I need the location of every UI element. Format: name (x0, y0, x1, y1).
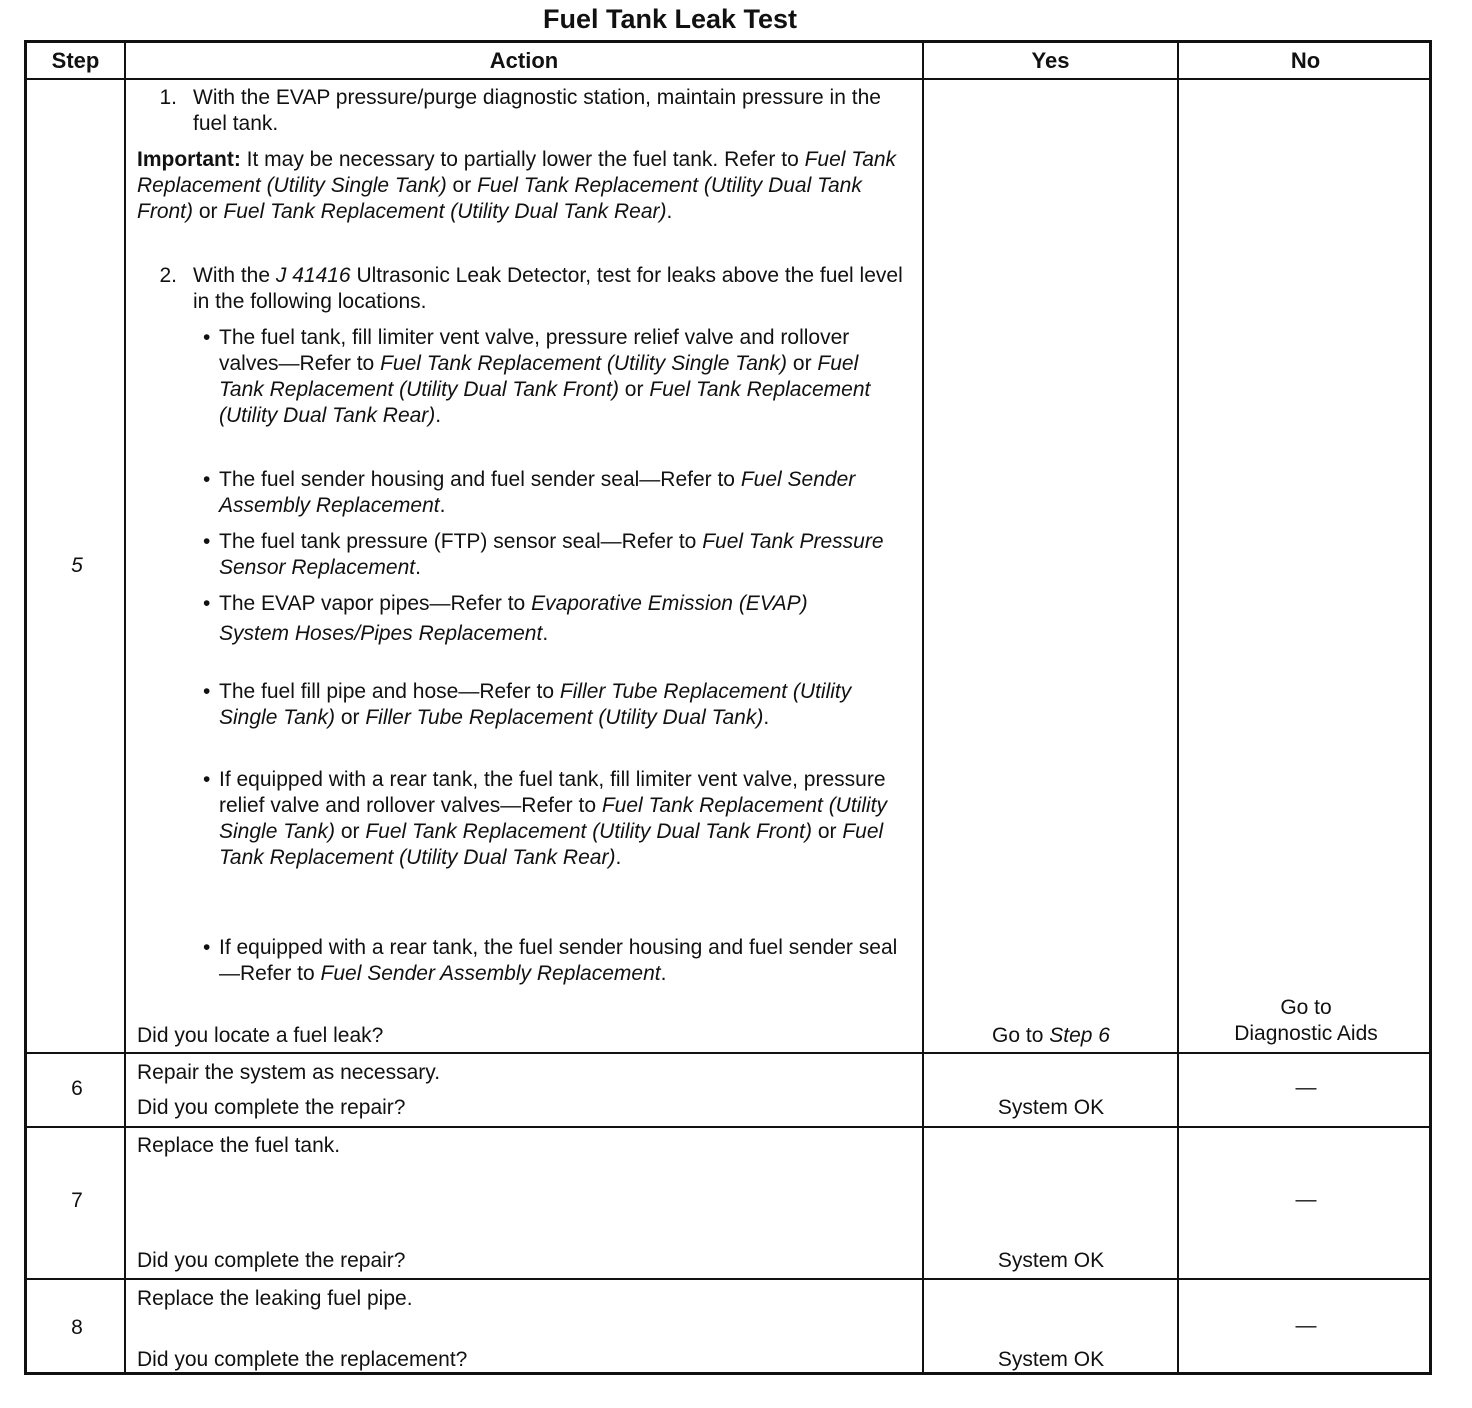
bullet-item: • If equipped with a rear tank, the fuel tank, fill limiter vent valve, pressure relief valve and rollover valves—Refer to Fuel Tank Replacement (Utility Single Tank) or Fuel Tank Replacement (Utility Dual Tank Front) or Fuel Tank Replacement (Utility Dual Tank Rear). (203, 768, 888, 869)
bullet-icon: • (203, 936, 211, 959)
reference-link[interactable]: Fuel Tank Replacement (Utility Dual Tank Rear) (223, 200, 667, 223)
conjunction: or (198, 200, 218, 223)
important-note: Important: It may be necessary to partially lower the fuel tank. Refer to Fuel Tank Replacement (Utility Single Tank) or Fuel Tank Replacement (Utility Dual Tank Front) or Fuel Tank Replacement (Utility Dual Tank Rear). (137, 148, 897, 223)
bullet-icon: • (203, 592, 211, 615)
reference-link[interactable]: Fuel Tank Replacement (Utility Dual Tank Front) (365, 820, 812, 843)
question-text: Did you complete the repair? (137, 1249, 406, 1272)
conjunction: or (817, 820, 837, 843)
bullet-text: The fuel tank pressure (FTP) sensor seal—Refer to (219, 530, 697, 553)
header-action: Action (489, 48, 559, 73)
reference-link[interactable]: Fuel Sender Assembly Replacement (320, 962, 661, 985)
action-text: Replace the leaking fuel pipe. (137, 1287, 413, 1310)
action-item-1 (137, 85, 917, 137)
action-text: Replace the fuel tank. (137, 1134, 341, 1157)
bullet-text: If equipped with a rear tank, the fuel tank, fill limiter vent valve, pressure relief valve and rollover valves—Refer to (219, 768, 886, 817)
bullet-item: • The fuel fill pipe and hose—Refer to Filler Tube Replacement (Utility Single Tank) or Filler Tube Replacement (Utility Dual Tank). (203, 680, 852, 729)
bullet-text: The fuel sender housing and fuel sender seal—Refer to (219, 468, 735, 491)
conjunction: or (624, 378, 644, 401)
bullet-icon: • (203, 680, 211, 703)
yes-action[interactable] (924, 1023, 1178, 1049)
bullet-item: • The EVAP vapor pipes—Refer to Evaporative Emission (EVAP) System Hoses/Pipes Replacement. (117, 589, 915, 649)
reference-link[interactable]: Fuel Tank Replacement (Utility Single Tank) (137, 148, 897, 197)
important-text: It may be necessary to partially lower the fuel tank. Refer to (246, 148, 799, 171)
item-text (193, 263, 917, 315)
column-divider (1177, 43, 1179, 1372)
bullet-text: The EVAP vapor pipes—Refer to (219, 592, 526, 615)
page-title: Fuel Tank Leak Test (542, 4, 798, 34)
item-text: With the EVAP pressure/purge diagnostic station, maintain pressure in the fuel tank. (193, 86, 881, 135)
reference-link[interactable]: Fuel Tank Pressure Sensor Replacement (219, 530, 884, 579)
reference-link[interactable]: Fuel Tank Replacement (Utility Single Tank) (380, 352, 788, 375)
yes-result: System OK (997, 1096, 1105, 1119)
diagnostic-aids-link[interactable]: Diagnostic Aids (1234, 1022, 1378, 1045)
reference-link[interactable]: Fuel Sender Assembly Replacement (219, 468, 856, 517)
step-number: 5 (71, 554, 83, 577)
header-step: Step (51, 48, 100, 73)
reference-link[interactable]: Fuel Tank Replacement (Utility Dual Tank Rear) (219, 820, 884, 869)
step-number: 7 (71, 1189, 83, 1212)
yes-result: System OK (997, 1249, 1105, 1272)
bullet-icon: • (203, 326, 211, 349)
item-text-post: Ultrasonic Leak Detector, test for leaks above the fuel level in the following locations. (193, 264, 903, 313)
important-label: Important: (137, 148, 241, 171)
reference-link[interactable]: Evaporative Emission (EVAP) System Hoses/Pipes Replacement (219, 592, 808, 645)
question-text: Did you locate a fuel leak? (137, 1024, 384, 1047)
conjunction: or (340, 820, 360, 843)
reference-link[interactable]: Fuel Tank Replacement (Utility Single Tank) (219, 794, 888, 843)
conjunction: or (340, 706, 360, 729)
step-number: 8 (71, 1316, 83, 1339)
header-yes: Yes (1031, 48, 1070, 73)
bullet-text: The fuel fill pipe and hose—Refer to (219, 680, 555, 703)
bullet-item: • The fuel tank, fill limiter vent valve, pressure relief valve and rollover valves—Refer to Fuel Tank Replacement (Utility Single Tank) or Fuel Tank Replacement (Utility Dual Tank Front) or Fuel Tank Replacement (Utility Dual Tank Rear). (203, 326, 871, 427)
bullet-item: • The fuel tank pressure (FTP) sensor seal—Refer to Fuel Tank Pressure Sensor Replacement. (203, 530, 884, 579)
action-item-2 (137, 263, 917, 315)
column-divider (922, 43, 924, 1372)
row-divider (27, 1126, 1429, 1128)
item-text-pre: With the (193, 264, 271, 287)
tool-reference: J 41416 (275, 264, 351, 287)
reference-link[interactable]: Fuel Tank Replacement (Utility Dual Tank Front) (219, 352, 859, 401)
bullet-text: The fuel tank, fill limiter vent valve, pressure relief valve and rollover valves—Refer to (219, 326, 850, 375)
item-number: 2. (159, 264, 177, 287)
bullet-text: If equipped with a rear tank, the fuel sender housing and fuel sender seal—Refer to (219, 936, 898, 985)
step-link[interactable]: Step 6 (1049, 1024, 1110, 1047)
reference-link[interactable]: Fuel Tank Replacement (Utility Dual Tank Rear) (219, 378, 871, 427)
no-action[interactable] (1180, 995, 1432, 1047)
question-text: Did you complete the replacement? (137, 1348, 468, 1371)
no-result: — (1295, 1314, 1317, 1337)
conjunction: or (792, 352, 812, 375)
yes-result: System OK (997, 1348, 1105, 1371)
question-text: Did you complete the repair? (137, 1096, 406, 1119)
no-result: — (1295, 1188, 1317, 1211)
no-result: — (1295, 1076, 1317, 1099)
step-number: 6 (71, 1077, 83, 1100)
bullet-item: • The fuel sender housing and fuel sender seal—Refer to Fuel Sender Assembly Replacement. (203, 468, 856, 517)
header-no: No (1290, 48, 1321, 73)
row-divider (27, 1052, 1429, 1054)
reference-link[interactable]: Fuel Tank Replacement (Utility Dual Tank Front) (137, 174, 862, 223)
bullet-item: • If equipped with a rear tank, the fuel sender housing and fuel sender seal—Refer to Fuel Sender Assembly Replacement. (203, 936, 898, 985)
bullet-icon: • (203, 530, 211, 553)
yes-text: Go to (992, 1024, 1044, 1047)
bullet-icon: • (203, 468, 211, 491)
no-text: Go to (1280, 996, 1332, 1019)
conjunction: or (452, 174, 472, 197)
bullet-icon: • (203, 768, 211, 791)
item-number: 1. (159, 86, 177, 109)
row-divider (27, 1278, 1429, 1280)
reference-link[interactable]: Filler Tube Replacement (Utility Dual Tank) (365, 706, 764, 729)
reference-link[interactable]: Filler Tube Replacement (Utility Single Tank) (219, 680, 852, 729)
action-text: Repair the system as necessary. (137, 1061, 441, 1084)
diagnostic-table (24, 40, 1432, 1375)
